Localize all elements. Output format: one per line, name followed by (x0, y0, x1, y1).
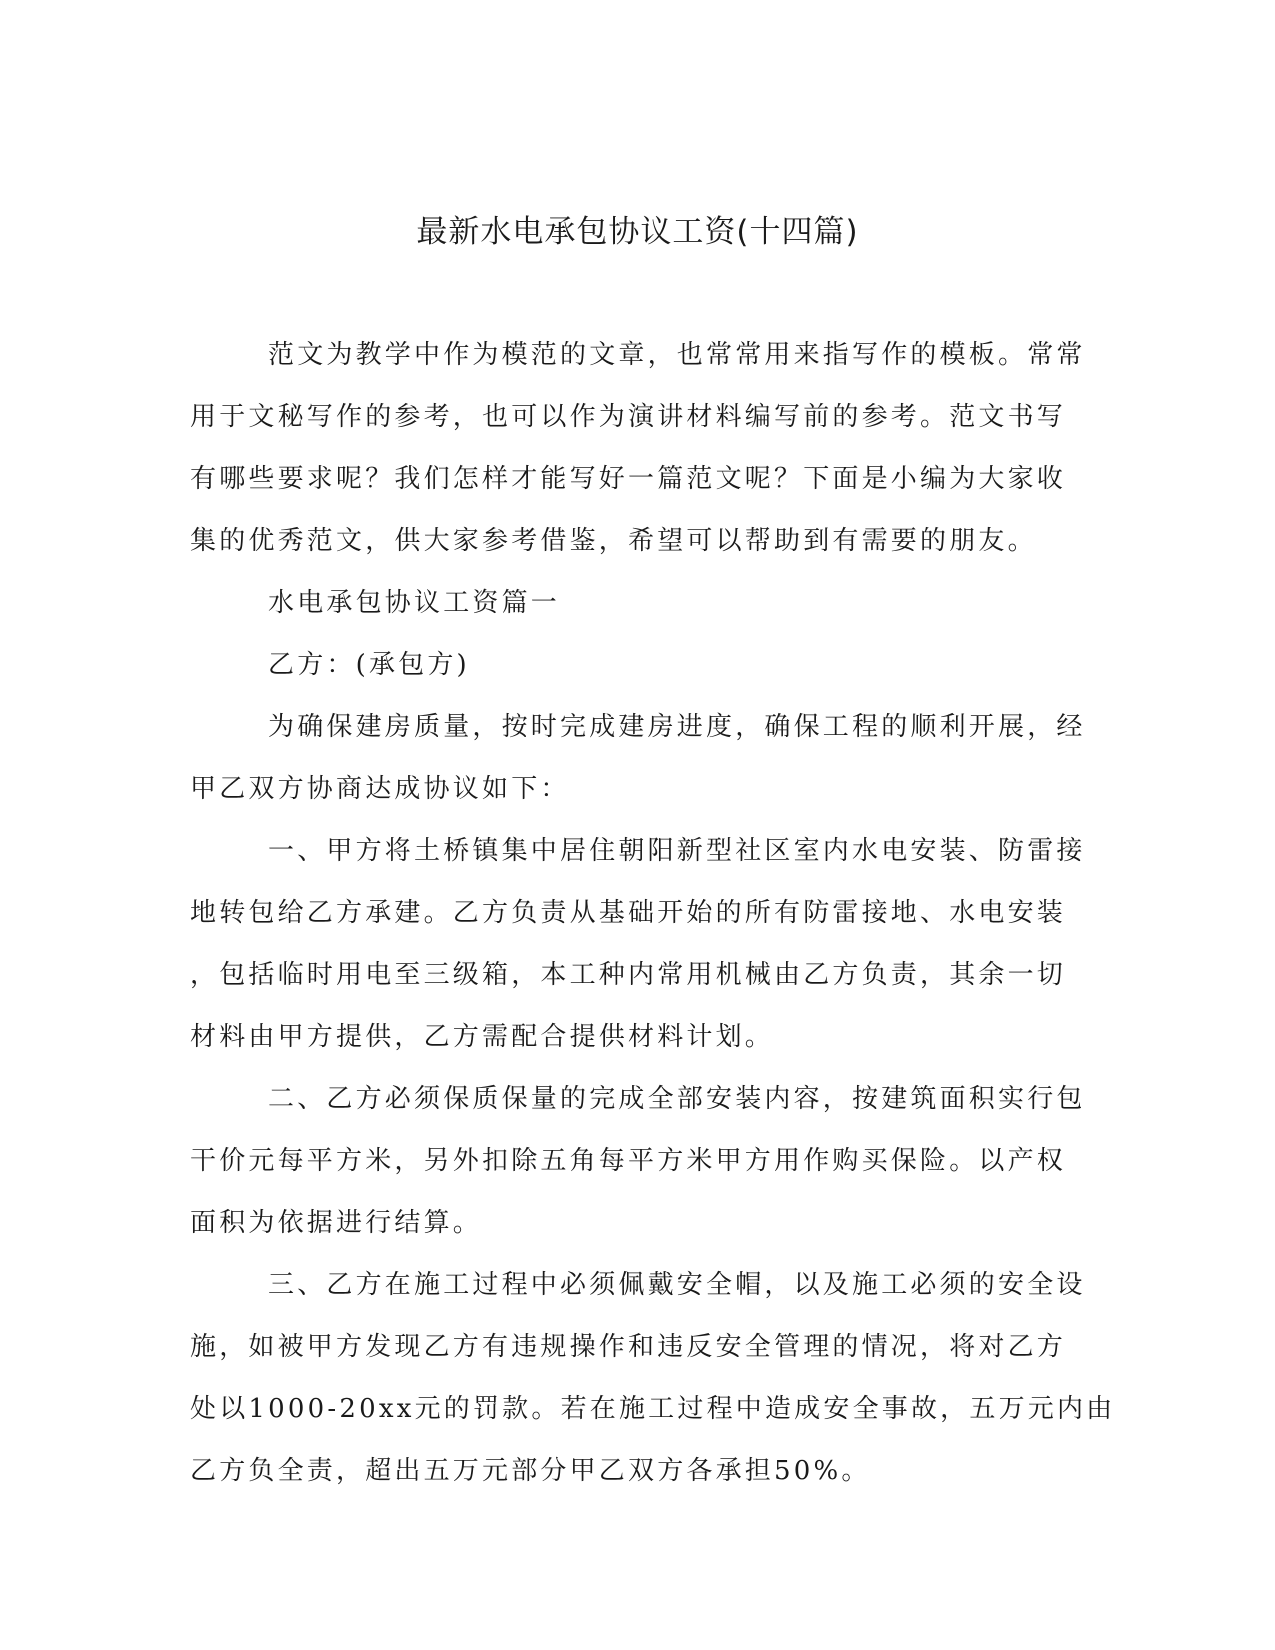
clause-one (190, 820, 1086, 1068)
text-line: 处以1000-20xx元的罚款。若在施工过程中造成安全事故，五万元内由 (190, 1394, 1116, 1424)
text-line: 施，如被甲方发现乙方有违规操作和违反安全管理的情况，将对乙方 (190, 1332, 1067, 1362)
text-line: 材料由甲方提供，乙方需配合提供材料计划。 (190, 1022, 775, 1052)
text-line: 范文为教学中作为模范的文章，也常常用来指写作的模板。常常 (268, 340, 1086, 370)
text-line: 有哪些要求呢？我们怎样才能写好一篇范文呢？下面是小编为大家收 (190, 464, 1067, 494)
text-line: ，包括临时用电至三级箱，本工种内常用机械由乙方负责，其余一切 (190, 960, 1067, 990)
paragraph-intro (190, 324, 1086, 572)
text-line: 一、甲方将土桥镇集中居住朝阳新型社区室内水电安装、防雷接 (268, 836, 1086, 866)
text-line: 乙方负全责，超出五万元部分甲乙双方各承担50%。 (190, 1456, 871, 1486)
text-line: 集的优秀范文，供大家参考借鉴，希望可以帮助到有需要的朋友。 (190, 526, 1037, 556)
text-line: 乙方：(承包方) (268, 650, 470, 680)
section-heading (190, 572, 1082, 634)
text-line: 二、乙方必须保质保量的完成全部安装内容，按建筑面积实行包 (268, 1084, 1086, 1114)
text-line: 面积为依据进行结算。 (190, 1208, 483, 1238)
document-body (190, 324, 1116, 1502)
document-title: 最新水电承包协议工资(十四篇) (416, 214, 859, 250)
paragraph-purpose (190, 696, 1086, 820)
text-line: 用于文秘写作的参考，也可以作为演讲材料编写前的参考。范文书写 (190, 402, 1067, 432)
party-b-line (190, 634, 1082, 696)
text-line: 为确保建房质量，按时完成建房进度，确保工程的顺利开展，经 (268, 712, 1086, 742)
text-line: 干价元每平方米，另外扣除五角每平方米甲方用作购买保险。以产权 (190, 1146, 1067, 1176)
text-line: 三、乙方在施工过程中必须佩戴安全帽，以及施工必须的安全设 (268, 1270, 1086, 1300)
clause-two (190, 1068, 1086, 1254)
text-line: 甲乙双方协商达成协议如下： (190, 774, 570, 804)
text-line: 水电承包协议工资篇一 (268, 588, 561, 618)
text-line: 地转包给乙方承建。乙方负责从基础开始的所有防雷接地、水电安装 (190, 898, 1067, 928)
clause-three (190, 1254, 1116, 1502)
